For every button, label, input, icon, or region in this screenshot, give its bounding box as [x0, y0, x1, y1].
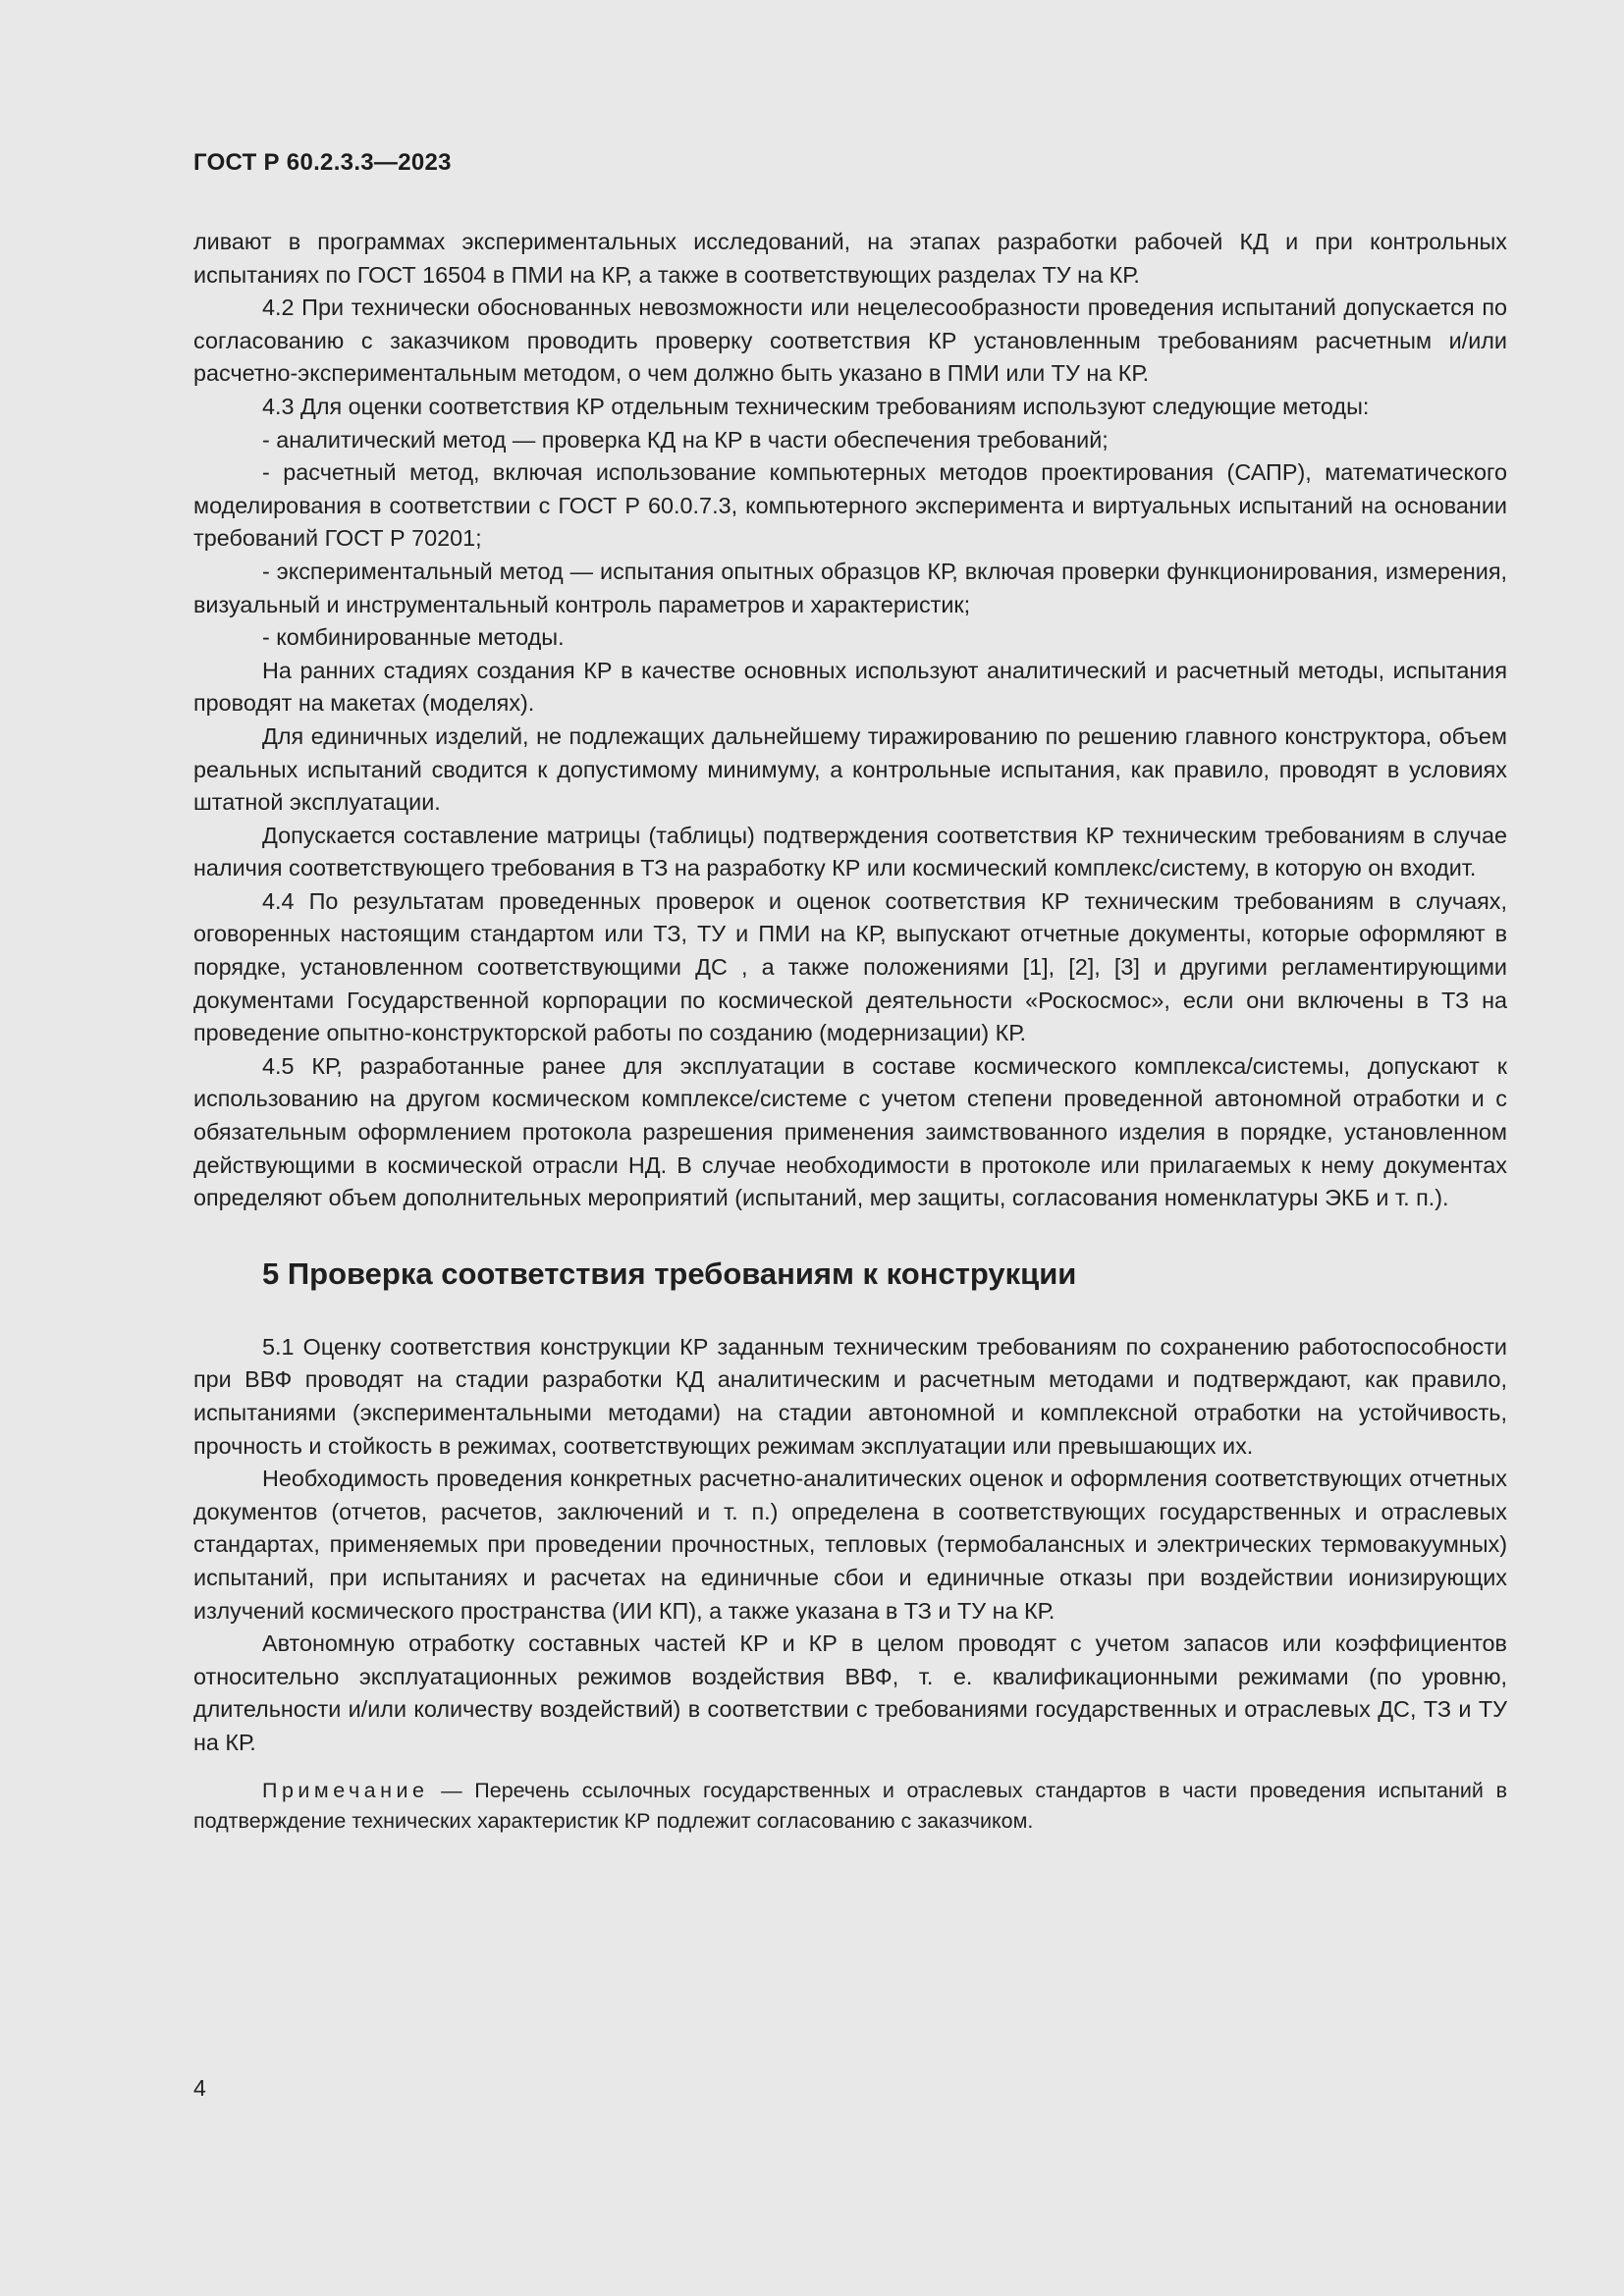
note-text: — Перечень ссылочных государственных и отраслевых стандартов в части проведения испытаний в подтверждение технических характеристик КР подлежит согласованию с заказчиком. — [193, 1778, 1507, 1833]
paragraph-4-2: 4.2 При технически обоснованных невозможности или нецелесообразности проведения испытаний допускается по согласованию с заказчиком проводить проверку соответствия КР установленным требованиям расчетным и/или расчетно-экспериментальным методом, о чем должно быть указано в ПМИ или ТУ на КР. — [193, 294, 1507, 387]
paragraph-4-5: 4.5 КР, разработанные ранее для эксплуатации в составе космического комплекса/системы, допускают к использованию на другом космическом комплексе/системе с учетом степени проведенной автономной отработки и с обязательным оформлением протокола разрешения применения заимствованного изделия в порядке, установленном действующими в космической отрасли НД. В случае необходимости в протоколе или прилагаемых к нему документах определяют объем дополнительных мероприятий (испытаний, мер защиты, согласования номенклатуры ЭКБ и т. п.). — [193, 1052, 1507, 1211]
page-number: 4 — [193, 2075, 206, 2101]
list-item: - аналитический метод — проверка КД на КР в части обеспечения требований; — [262, 426, 1109, 453]
paragraph-single-items: Для единичных изделий, не подлежащих дальнейшему тиражированию по решению главного конструктора, объем реальных испытаний сводится к допустимому минимуму, а контрольные испытания, как правило, проводят в условиях штатной эксплуатации. — [193, 722, 1507, 816]
document-code-header: ГОСТ Р 60.2.3.3—2023 — [193, 149, 452, 176]
list-item: - комбинированные методы. — [262, 624, 565, 651]
paragraph-4-4: 4.4 По результатам проведенных проверок и оценок соответствия КР техническим требованиям в случаях, оговоренных настоящим стандартом или ТЗ, ТУ и ПМИ на КР, выпускают отчетные документы, которые оформляют в порядке, установленном соответствующими ДС , а также положениями [1], [2], [3] и другими регламентирующими документами Государственной корпорации по космической деятельности «Роскосмос», если они включены в ТЗ на проведение опытно-конструкторской работы по созданию (модернизации) КР. — [193, 887, 1507, 1046]
paragraph-4-3: 4.3 Для оценки соответствия КР отдельным техническим требованиям используют следующие методы: — [262, 393, 1370, 419]
paragraph-autonomous: Автономную отработку составных частей КР и КР в целом проводят с учетом запасов или коэффициентов относительно эксплуатационных режимов воздействия ВВФ, т. е. квалификационными режимами (по уровню, длительности и/или количеству воздействий) в соответствии с требованиями государственных и отраслевых ДС, ТЗ и ТУ на КР. — [193, 1630, 1507, 1755]
paragraph-matrix: Допускается составление матрицы (таблицы) подтверждения соответствия КР техническим требованиям в случае наличия соответствующего требования в ТЗ на разработку КР или космический комплекс/систему, в которую он входит. — [193, 822, 1507, 881]
list-item: - экспериментальный метод — испытания опытных образцов КР, включая проверки функционирования, измерения, визуальный и инструментальный контроль параметров и характеристик; — [193, 558, 1507, 617]
list-item: - расчетный метод, включая использование компьютерных методов проектирования (САПР), математического моделирования в соответствии с ГОСТ Р 60.0.7.3, компьютерного эксперимента и виртуальных испытаний на основании требований ГОСТ Р 70201; — [193, 459, 1507, 552]
document-body — [193, 226, 1507, 1837]
paragraph-5-1: 5.1 Оценку соответствия конструкции КР заданным техническим требованиям по сохранению работоспособности при ВВФ проводят на стадии разработки КД аналитическим и расчетным методами и подтверждают, как правило, испытаниями (экспериментальными методами) на стадии автономной и комплексной отработки на устойчивость, прочность и стойкость в режимах, соответствующих режимам эксплуатации или превышающих их. — [193, 1333, 1507, 1459]
paragraph-necessity: Необходимость проведения конкретных расчетно-аналитических оценок и оформления соответствующих отчетных документов (отчетов, расчетов, заключений и т. п.) определена в соответствующих государственных и отраслевых стандартах, применяемых при проведении прочностных, тепловых (термобалансных и электрических термовакуумных) испытаний, при испытаниях и расчетах на единичные сбои и единичные отказы при воздействии ионизирующих излучений космического пространства (ИИ КП), а также указана в ТЗ и ТУ на КР. — [193, 1466, 1507, 1624]
section-5-title: 5 Проверка соответствия требованиям к конструкции — [262, 1255, 1077, 1291]
paragraph-continuation: ливают в программах экспериментальных исследований, на этапах разработки рабочей КД и при контрольных испытаниях по ГОСТ 16504 в ПМИ на КР, а также в соответствующих разделах ТУ на КР. — [193, 229, 1507, 288]
paragraph-early-stages: На ранних стадиях создания КР в качестве основных используют аналитический и расчетный методы, испытания проводят на макетах (моделях). — [193, 657, 1507, 717]
note — [193, 1776, 1507, 1837]
note-label: Примечание — [262, 1778, 429, 1802]
